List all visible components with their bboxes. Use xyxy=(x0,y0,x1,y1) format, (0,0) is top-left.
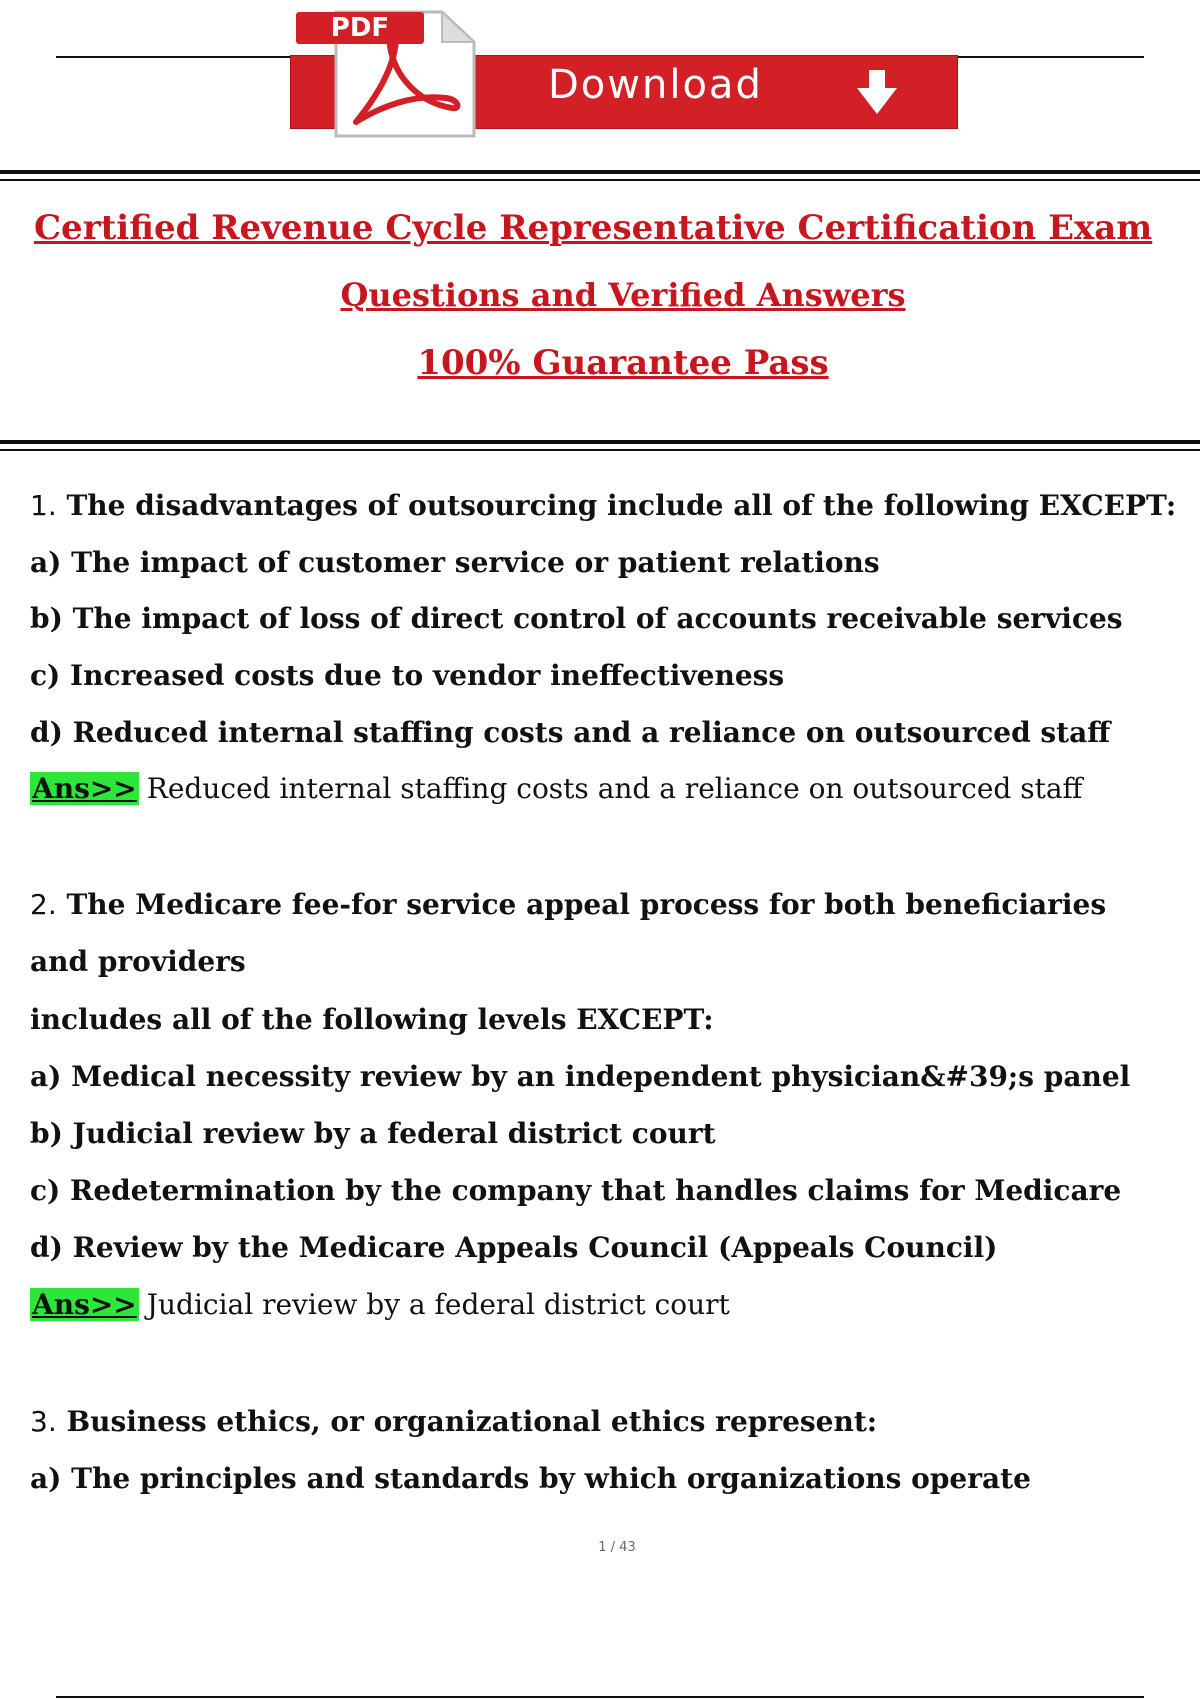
answer-label: Ans>> xyxy=(32,1288,137,1321)
option-2b: b) Judicial review by a federal district court xyxy=(30,1117,716,1150)
answer-label: Ans>> xyxy=(32,772,137,805)
title-top-rule xyxy=(0,170,1200,178)
question-number: 2. xyxy=(30,888,57,921)
option-1c: c) Increased costs due to vendor ineffectiveness xyxy=(30,659,785,692)
question-number: 1. xyxy=(30,489,57,522)
question-1 xyxy=(30,489,1176,522)
title-bottom-rule xyxy=(0,440,1200,448)
answer-1 xyxy=(30,772,1082,805)
option-1d: d) Reduced internal staffing costs and a reliance on outsourced staff xyxy=(30,716,1111,749)
answer-text: Judicial review by a federal district court xyxy=(146,1288,730,1321)
download-label[interactable]: Download xyxy=(548,62,763,108)
question-text: The disadvantages of outsourcing include all of the following EXCEPT: xyxy=(66,489,1177,522)
footer-rule xyxy=(56,1696,1144,1698)
answer-text: Reduced internal staffing costs and a reliance on outsourced staff xyxy=(146,772,1083,805)
option-2d: d) Review by the Medicare Appeals Council (Appeals Council) xyxy=(30,1231,998,1264)
option-2a: a) Medical necessity review by an independent physician&#39;s panel xyxy=(30,1060,1131,1093)
question-2-cont-1: and providers xyxy=(30,945,246,978)
answer-2 xyxy=(30,1288,730,1321)
question-2 xyxy=(30,888,1106,921)
option-1a: a) The impact of customer service or patient relations xyxy=(30,546,880,579)
option-1b: b) The impact of loss of direct control of accounts receivable services xyxy=(30,602,1123,635)
question-text: The Medicare fee-for service appeal process for both beneficiaries xyxy=(66,888,1107,921)
question-number: 3. xyxy=(30,1405,57,1438)
option-2c: c) Redetermination by the company that handles claims for Medicare xyxy=(30,1174,1122,1207)
pdf-tag: PDF xyxy=(296,12,424,44)
page-title: Certified Revenue Cycle Representative Certification Exam xyxy=(34,208,1153,248)
question-text: Business ethics, or organizational ethics represent: xyxy=(66,1405,878,1438)
option-3a: a) The principles and standards by which organizations operate xyxy=(30,1462,1031,1495)
page-tagline: 100% Guarantee Pass xyxy=(417,343,829,383)
question-3 xyxy=(30,1405,877,1438)
download-arrow-icon[interactable] xyxy=(852,68,902,116)
page-subtitle: Questions and Verified Answers xyxy=(340,276,906,314)
page-indicator: 1 / 43 xyxy=(598,1540,636,1555)
question-2-cont-2: includes all of the following levels EXCEPT: xyxy=(30,1003,714,1036)
